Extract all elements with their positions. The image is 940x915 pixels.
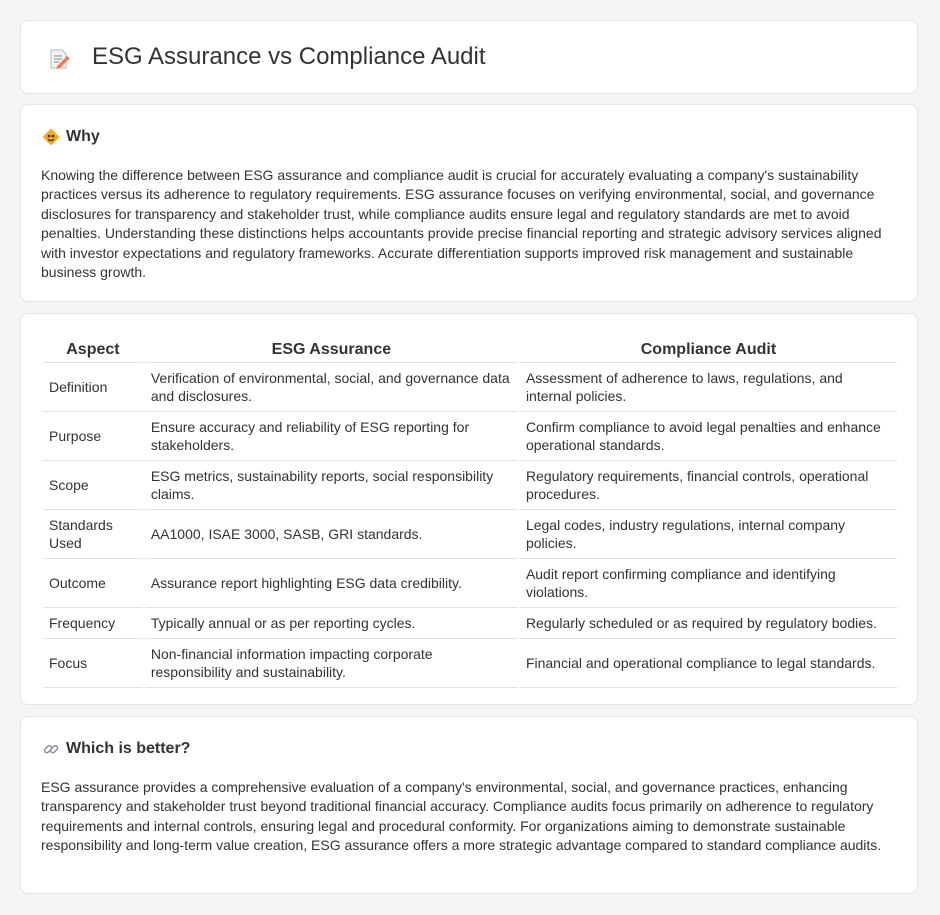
better-paragraph: ESG assurance provides a comprehensive evaluation of a company's environmental, social, and governance practices, enhancing transparency and stakeholder trust beyond traditional financial accuracy. Compliance audits focus primarily on adherence to regulatory requirements and internal controls, ensuring legal and procedural conformity. For organizations aiming to demonstrate sustainable responsibility and long-term value creation, ESG assurance offers a more strategic advantage compared to standard compliance audits.	[41, 779, 882, 854]
header-compliance-audit: Compliance Audit	[520, 334, 897, 363]
compliance-cell: Assessment of adherence to laws, regulations, and internal policies.	[520, 363, 897, 412]
link-icon	[42, 740, 60, 758]
aspect-cell: Focus	[43, 639, 143, 688]
header-esg-assurance: ESG Assurance	[145, 334, 518, 363]
diamond-sign-icon	[42, 128, 60, 146]
why-heading-row	[42, 127, 100, 147]
comparison-card	[20, 313, 918, 705]
compliance-cell: Audit report confirming compliance and identifying violations.	[520, 559, 897, 608]
compliance-cell: Financial and operational compliance to legal standards.	[520, 639, 897, 688]
compliance-cell: Regularly scheduled or as required by regulatory bodies.	[520, 608, 897, 639]
esg-cell: AA1000, ISAE 3000, SASB, GRI standards.	[145, 510, 518, 559]
aspect-cell: Purpose	[43, 412, 143, 461]
esg-cell: Verification of environmental, social, and governance data and disclosures.	[145, 363, 518, 412]
title-card	[20, 20, 918, 94]
which-is-better-section	[20, 716, 918, 894]
esg-cell: Ensure accuracy and reliability of ESG reporting for stakeholders.	[145, 412, 518, 461]
compliance-cell: Regulatory requirements, financial controls, operational procedures.	[520, 461, 897, 510]
compliance-cell: Confirm compliance to avoid legal penalties and enhance operational standards.	[520, 412, 897, 461]
better-heading-row	[42, 739, 190, 759]
aspect-cell: Scope	[43, 461, 143, 510]
table-row	[43, 461, 897, 510]
why-paragraph: Knowing the difference between ESG assurance and compliance audit is crucial for accurately evaluating a company's sustainability practices versus its adherence to regulatory requirements. ESG assurance focuses on verifying environmental, social, and governance disclosures for transparency and stakeholder trust, while compliance audits ensure legal and regulatory standards are met to avoid penalties. Understanding these distinctions helps accountants provide precise financial reporting and strategic advisory services aligned with investor expectations and regulatory frameworks. Accurate differentiation supports improved risk management and sustainable business growth.	[41, 167, 882, 281]
table-row	[43, 510, 897, 559]
esg-cell: Typically annual or as per reporting cycles.	[145, 608, 518, 639]
esg-cell: Non-financial information impacting corporate responsibility and sustainability.	[145, 639, 518, 688]
document-pencil-icon	[47, 47, 71, 71]
compliance-cell: Legal codes, industry regulations, internal company policies.	[520, 510, 897, 559]
aspect-cell: Frequency	[43, 608, 143, 639]
table-row	[43, 363, 897, 412]
aspect-cell: Outcome	[43, 559, 143, 608]
table-row	[43, 608, 897, 639]
table-header-row	[43, 334, 897, 363]
comparison-table	[41, 334, 899, 688]
why-section	[20, 104, 918, 302]
esg-cell: Assurance report highlighting ESG data credibility.	[145, 559, 518, 608]
aspect-cell: Definition	[43, 363, 143, 412]
why-heading: Why	[66, 128, 100, 145]
table-row	[43, 559, 897, 608]
header-aspect: Aspect	[43, 334, 143, 363]
table-row	[43, 639, 897, 688]
esg-cell: ESG metrics, sustainability reports, social responsibility claims.	[145, 461, 518, 510]
page-title: ESG Assurance vs Compliance Audit	[92, 43, 486, 70]
aspect-cell: Standards Used	[43, 510, 143, 559]
table-row	[43, 412, 897, 461]
better-heading: Which is better?	[66, 740, 191, 757]
